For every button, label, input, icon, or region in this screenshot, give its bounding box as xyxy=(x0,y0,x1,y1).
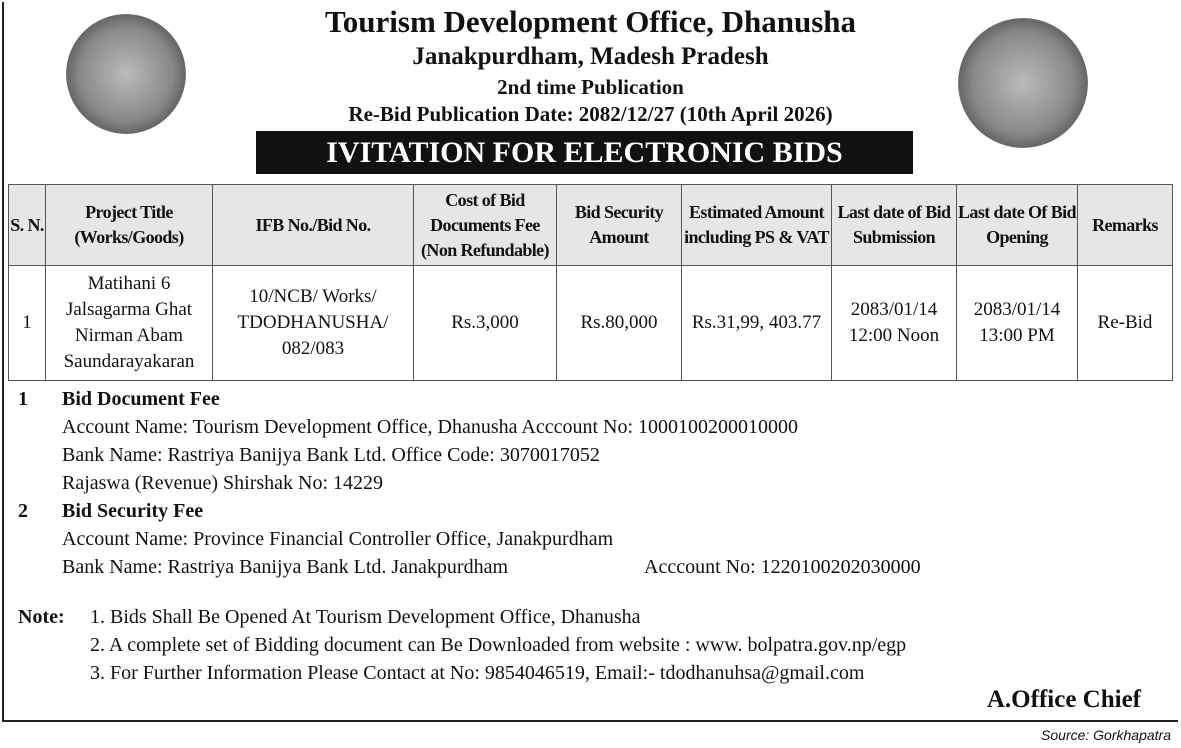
fee-1-revenue-row xyxy=(0,469,1181,497)
office-address: Janakpurdham, Madesh Pradesh xyxy=(412,43,769,70)
office-title: Tourism Development Office, Dhanusha xyxy=(324,4,857,39)
fee-2-account-no: Acccount No: 1220100202030000 xyxy=(644,556,921,578)
cell-submission-date: 2083/01/14 12:00 Noon xyxy=(832,266,957,381)
fee-1-revenue: Rajaswa (Revenue) Shirshak No: 14229 xyxy=(62,472,384,494)
publication-count: 2nd time Publication xyxy=(497,75,684,99)
cell-bid-security: Rs.80,000 xyxy=(557,266,682,381)
source-credit: Source: Gorkhapatra xyxy=(1041,727,1171,743)
notice-body xyxy=(0,184,1181,687)
col-bid-security: Bid Security Amount xyxy=(557,185,682,266)
fee-1-title: Bid Document Fee xyxy=(62,388,220,410)
note-item: 3. For Further Information Please Contact at No: 9854046519, Email:- tdodhanuhsa@gmail.com xyxy=(90,662,865,684)
note-row-3 xyxy=(0,659,1181,687)
bid-table xyxy=(8,184,1173,381)
cell-estimated-amount: Rs.31,99, 403.77 xyxy=(682,266,832,381)
publication-date: Re-Bid Publication Date: 2082/12/27 (10th April 2026) xyxy=(348,102,833,126)
col-doc-fee: Cost of Bid Documents Fee (Non Refundable) xyxy=(414,185,557,266)
cell-ifb: 10/NCB/ Works/ TDODHANUSHA/ 082/083 xyxy=(213,266,414,381)
banner-heading: IVITATION FOR ELECTRONIC BIDS xyxy=(256,131,913,174)
fee-2-bank-row xyxy=(0,553,1181,581)
fee-1-bank-row xyxy=(0,441,1181,469)
col-opening-date: Last date Of Bid Opening xyxy=(957,185,1078,266)
fee-2-heading xyxy=(0,497,1181,525)
cell-sn: 1 xyxy=(9,266,46,381)
fee-2-title: Bid Security Fee xyxy=(62,500,204,522)
cell-project-title: Matihani 6 Jalsagarma Ghat Nirman Abam Saundarayakaran xyxy=(46,266,213,381)
table-row xyxy=(9,266,1173,381)
fee-2-account-row xyxy=(0,525,1181,553)
fee-2-bank: Bank Name: Rastriya Banijya Bank Ltd. Janakpurdham xyxy=(62,556,509,578)
col-estimated-amount: Estimated Amount including PS & VAT xyxy=(682,185,832,266)
cell-remarks: Re-Bid xyxy=(1078,266,1173,381)
cell-doc-fee: Rs.3,000 xyxy=(414,266,557,381)
note-item: 1. Bids Shall Be Opened At Tourism Development Office, Dhanusha xyxy=(90,606,641,628)
col-sn: S. N. xyxy=(9,185,46,266)
fee-2-number: 2 xyxy=(18,500,28,522)
col-submission-date: Last date of Bid Submission xyxy=(832,185,957,266)
col-ifb: IFB No./Bid No. xyxy=(213,185,414,266)
table-header-row xyxy=(9,185,1173,266)
fee-1-account-row xyxy=(0,413,1181,441)
note-row-1 xyxy=(0,603,1181,631)
fee-1-number: 1 xyxy=(18,388,28,410)
note-row-2 xyxy=(0,631,1181,659)
signature: A.Office Chief xyxy=(986,686,1141,713)
cell-opening-date: 2083/01/14 13:00 PM xyxy=(957,266,1078,381)
note-label: Note: xyxy=(18,606,65,628)
note-item: 2. A complete set of Bidding document can Be Downloaded from website : www. bolpatra.gov.np/egp xyxy=(90,634,907,656)
fee-2-account: Account Name: Province Financial Controller Office, Janakpurdham xyxy=(62,528,614,550)
fee-1-heading xyxy=(0,385,1181,413)
col-project-title: Project Title (Works/Goods) xyxy=(46,185,213,266)
fee-1-account: Account Name: Tourism Development Office, Dhanusha Acccount No: 1000100200010000 xyxy=(62,416,799,438)
col-remarks: Remarks xyxy=(1078,185,1173,266)
fee-1-bank: Bank Name: Rastriya Banijya Bank Ltd. Office Code: 3070017052 xyxy=(62,444,600,466)
